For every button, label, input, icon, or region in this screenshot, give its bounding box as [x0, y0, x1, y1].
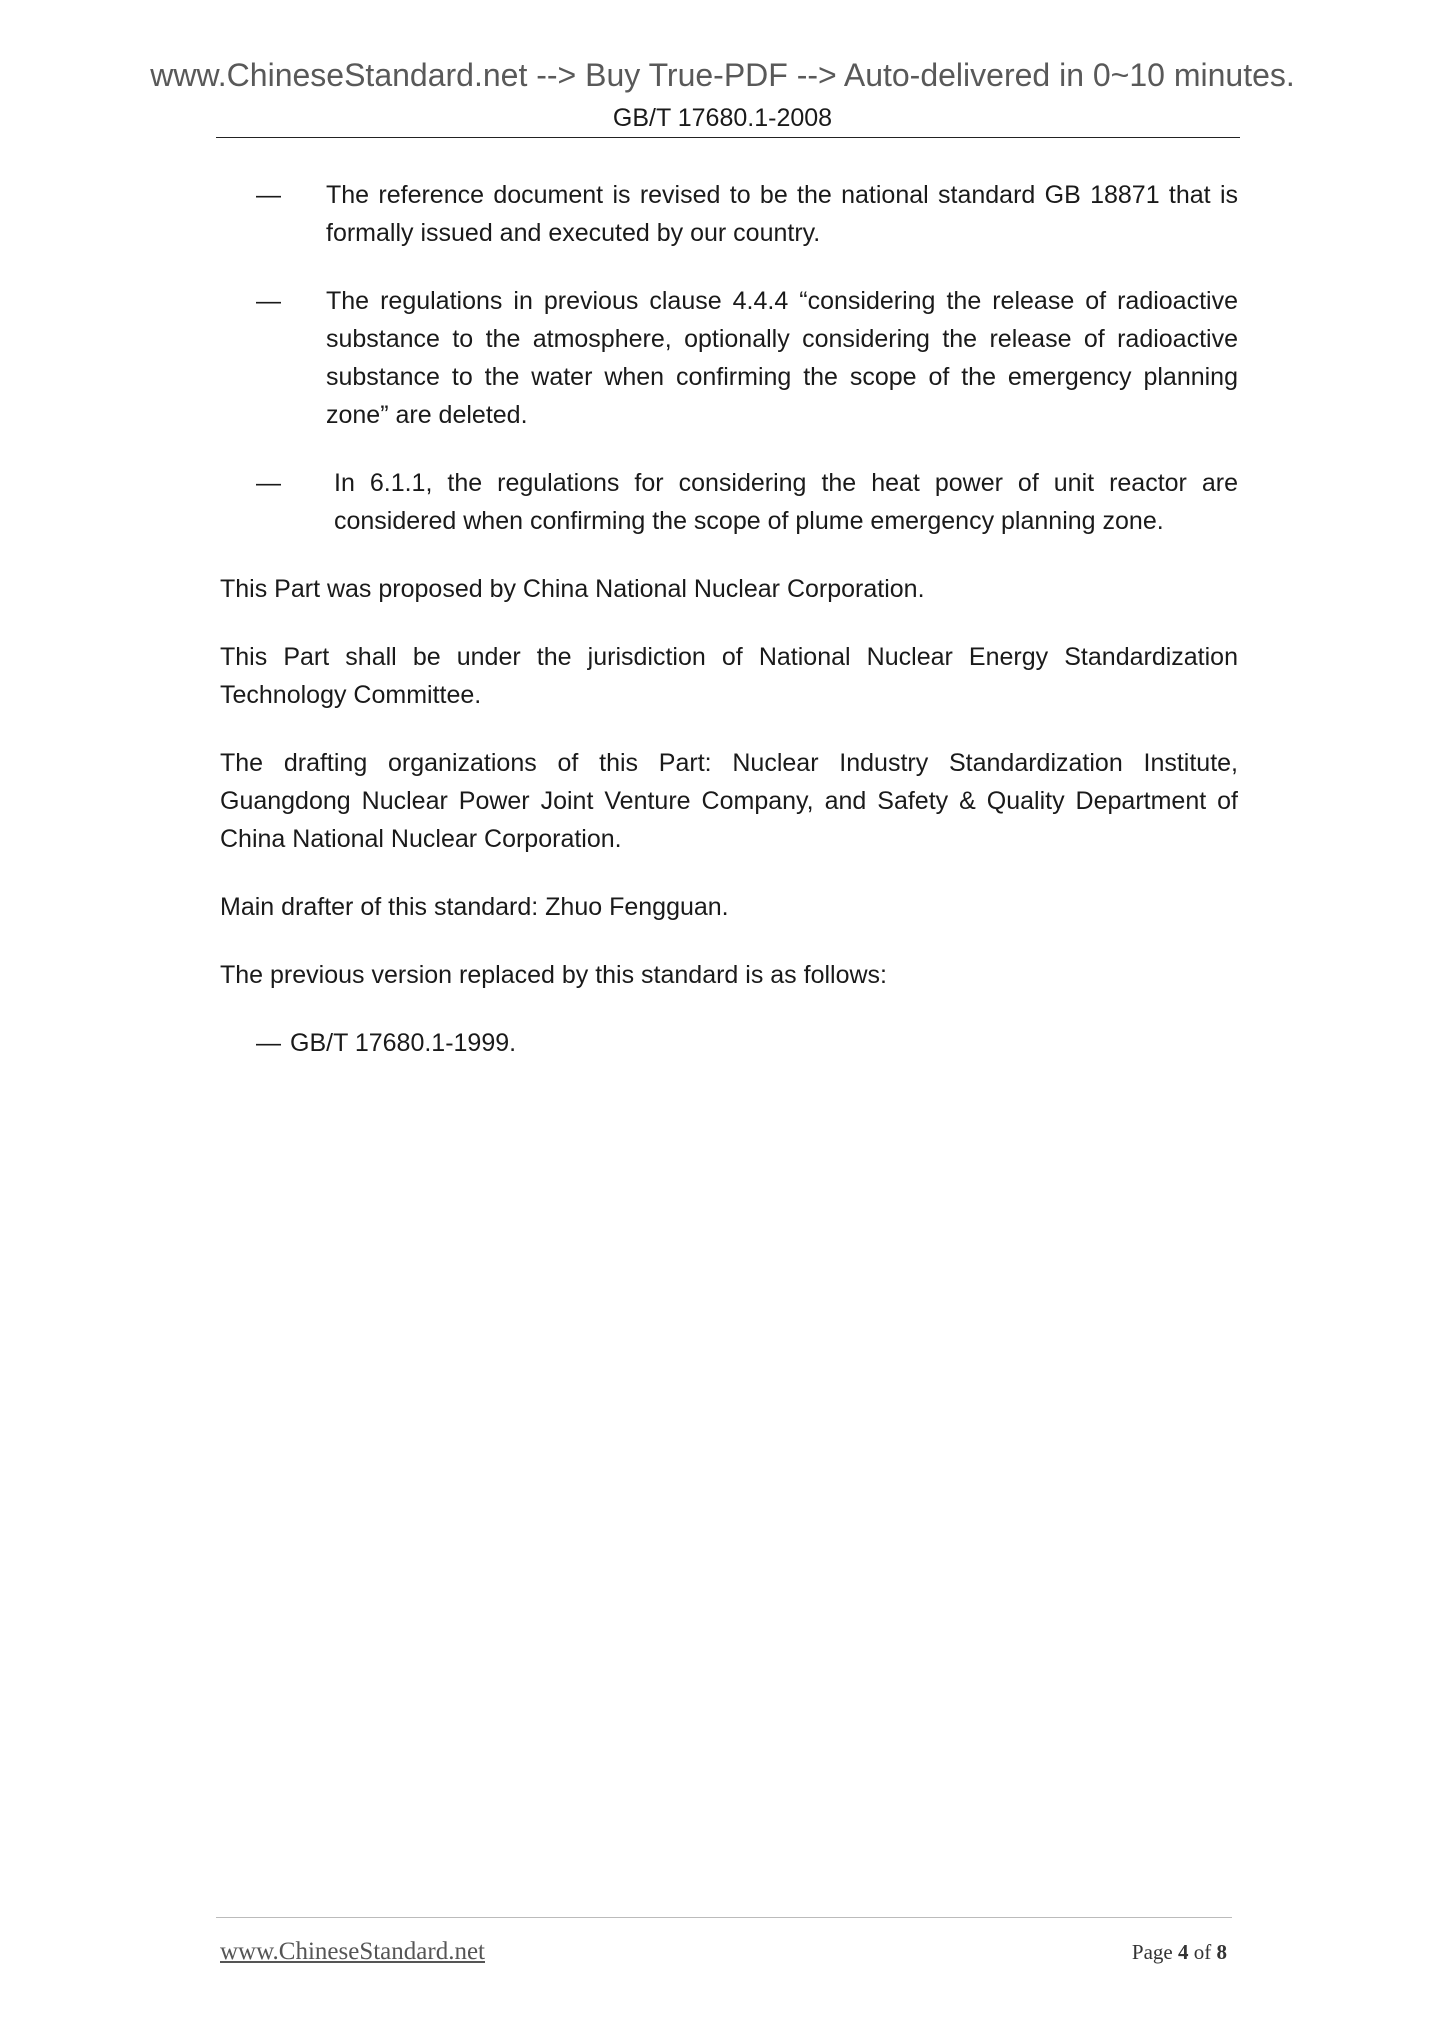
bullet-dash: — — [256, 1029, 281, 1057]
document-body — [220, 176, 1238, 1092]
page-indicator — [1132, 1940, 1227, 1965]
bullet-dash: — — [256, 287, 281, 315]
replaced-version-text: GB/T 17680.1-1999. — [290, 1029, 517, 1057]
bullet-dash: — — [256, 469, 281, 497]
footer-site-link[interactable]: www.ChineseStandard.net — [220, 1938, 485, 1965]
list-item — [256, 1024, 1238, 1062]
page-prefix: Page — [1131, 1940, 1173, 1964]
standard-code: GB/T 17680.1-2008 — [612, 104, 833, 132]
bullet-text: In 6.1.1, the regulations for considering the heat power of unit reactor are considered when confirming the scope of plume emergency planning zone. — [334, 469, 1238, 535]
list-item — [256, 464, 1238, 540]
page-of: of — [1193, 1940, 1212, 1964]
download-banner: www.ChineseStandard.net --> Buy True-PDF --> Auto-delivered in 0~10 minutes. — [150, 57, 1295, 93]
bullet-dash: — — [256, 181, 281, 209]
proposed-by-paragraph: This Part was proposed by China National Nuclear Corporation. — [220, 575, 925, 603]
header-divider — [216, 137, 1240, 138]
drafting-organizations-paragraph: The drafting organizations of this Part: Nuclear Industry Standardization Institute, Guangdong Nuclear Power Joint Venture Company, and Safety & Quality Department of China National Nuclear Corporation. — [220, 749, 1238, 853]
page-number: 4 — [1178, 1940, 1189, 1964]
bullet-text: The reference document is revised to be the national standard GB 18871 that is formally issued and executed by our country. — [326, 181, 1238, 247]
footer-divider — [216, 1917, 1232, 1918]
bullet-text: The regulations in previous clause 4.4.4 “considering the release of radioactive substance to the atmosphere, optionally considering the release of radioactive substance to the water when confirming the scope of the emergency planning zone” are deleted. — [326, 287, 1238, 429]
main-drafter-paragraph: Main drafter of this standard: Zhuo Fengguan. — [220, 893, 729, 921]
page-total: 8 — [1216, 1940, 1227, 1964]
list-item — [256, 282, 1238, 434]
list-item — [256, 176, 1238, 252]
jurisdiction-paragraph: This Part shall be under the jurisdiction of National Nuclear Energy Standardization Technology Committee. — [220, 643, 1238, 709]
previous-version-paragraph: The previous version replaced by this standard is as follows: — [220, 961, 887, 989]
